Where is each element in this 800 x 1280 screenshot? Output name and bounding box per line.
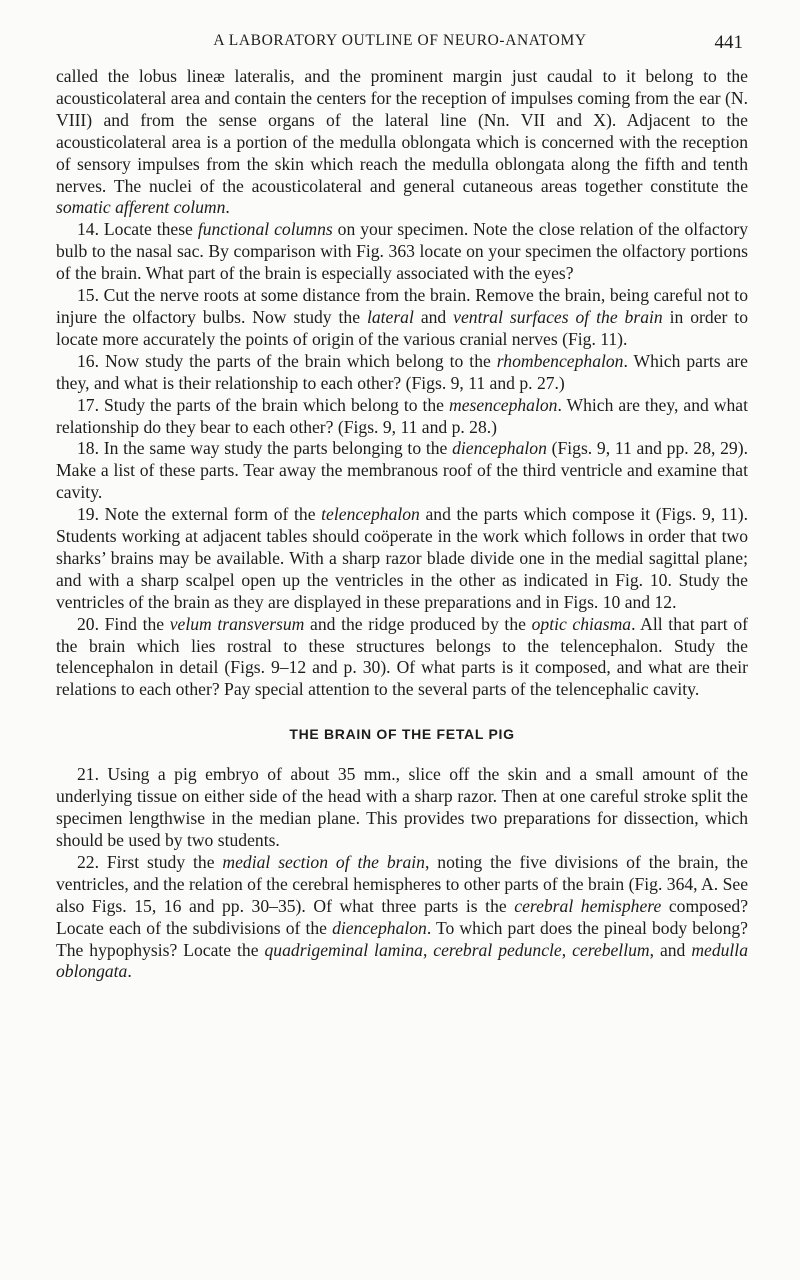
emphasis-term: optic chiasma [531,613,632,634]
paragraph-15: 15. Cut the nerve roots at some distance from the brain. Remove the brain, being careful not to injure the olfactory bulbs. Now study the lateral and ventral surfaces of the brain in order to locate more accurately the points of origin of the various cranial nerves (Fig. 11). [56,285,748,349]
emphasis-term: somatic afferent column [56,197,226,218]
paragraph-18: 18. In the same way study the parts belonging to the diencephalon (Figs. 9, 11 and pp. 28, 29). Make a list of these parts. Tear away the membranous roof of the third ventricle and examine that cavity. [56,438,748,503]
emphasis-term: medulla oblongata [56,939,748,982]
emphasis-term: quadrigeminal lamina [264,939,423,960]
emphasis-term: cerebral peduncle [433,939,562,960]
body-text [56,66,748,983]
paragraph-14: 14. Locate these functional columns on your specimen. Note the close relation of the olfactory bulb to the nasal sac. By comparison with Fig. 363 locate on your specimen the olfactory portions of the brain. What part of the brain is especially associated with the eyes? [56,219,748,284]
paragraph-21: 21. Using a pig embryo of about 35 mm., slice off the skin and a small amount of the underlying tissue on either side of the head with a sharp razor. Then at one careful stroke split the specimen lengthwise in the median plane. This provides two preparations for dissection, which should be used by two students. [56,764,748,850]
paragraph-continuation: called the lobus lineæ lateralis, and the prominent margin just caudal to it belong to the acousticolateral area and contain the centers for the reception of impulses coming from the ear (N. VIII) and from the sense organs of the lateral line (Nn. VII and X). Adjacent to the acousticolateral area is a portion of the medulla oblongata which is concerned with the reception of sensory impulses from the skin which reach the medulla oblongata along the fifth and tenth nerves. The nuclei of the acousticolateral and general cutaneous areas together constitute the somatic afferent column. [56,66,748,218]
emphasis-term: rhombencephalon [496,350,624,371]
paragraph-17: 17. Study the parts of the brain which belong to the mesencephalon. Which are they, and what relationship do they bear to each other? (Figs. 9, 11 and p. 28.) [56,394,748,437]
emphasis-term: cerebellum [572,939,650,960]
emphasis-term: velum transversum [169,613,305,634]
paragraph-16: 16. Now study the parts of the brain which belong to the rhombencephalon. Which parts are they, and what is their relationship to each other? (Figs. 9, 11 and p. 27.) [56,350,748,393]
paragraph-20: 20. Find the velum transversum and the ridge produced by the optic chiasma. All that part of the brain which lies rostral to these structures belongs to the telencephalon. Study the telencephalon in detail (Figs. 9–12 and p. 30). Of what parts is it composed, and what are their relations to each other? Pay special attention to the several parts of the telencephalic cavity. [56,613,749,700]
emphasis-term: telencephalon [321,504,420,525]
emphasis-term: mesencephalon [448,394,558,415]
emphasis-term: medial section of the brain [222,851,425,872]
emphasis-term: lateral [366,306,414,327]
emphasis-term: functional columns [197,219,333,240]
page-number: 441 [714,32,743,53]
paragraph-19: 19. Note the external form of the telencephalon and the parts which compose it (Figs. 9, 11). Students working at adjacent tables should coöperate in the work which follows in order that two sharks’ brains may be available. With a sharp razor blade divide one in the medial sagittal plane; and with a sharp scalpel open up the ventricles in the other as indicated in Fig. 10. Study the ventricles of the brain as they are displayed in these preparations and in Figs. 10 and 12. [56,504,748,612]
emphasis-term: ventral surfaces of the brain [453,306,663,327]
emphasis-term: cerebral hemisphere [514,895,662,916]
paragraph-22: 22. First study the medial section of the brain, noting the five divisions of the brain, the ventricles, and the relation of the cerebral hemispheres to other parts of the brain (Fig. 364, A. See also Figs. 15, 16 and pp. 30–35). Of what three parts is the cerebral hemisphere composed? Locate each of the subdivisions of the diencephalon. To which part does the pineal body belong? The hypophysis? Locate the quadrigeminal lamina, cerebral peduncle, cerebellum, and medulla oblongata. [56,851,748,982]
running-title: A LABORATORY OUTLINE OF NEURO-ANATOMY [213,32,587,49]
emphasis-term: diencephalon [452,438,547,459]
emphasis-term: diencephalon [332,917,427,938]
section-heading: THE BRAIN OF THE FETAL PIG [289,726,515,743]
